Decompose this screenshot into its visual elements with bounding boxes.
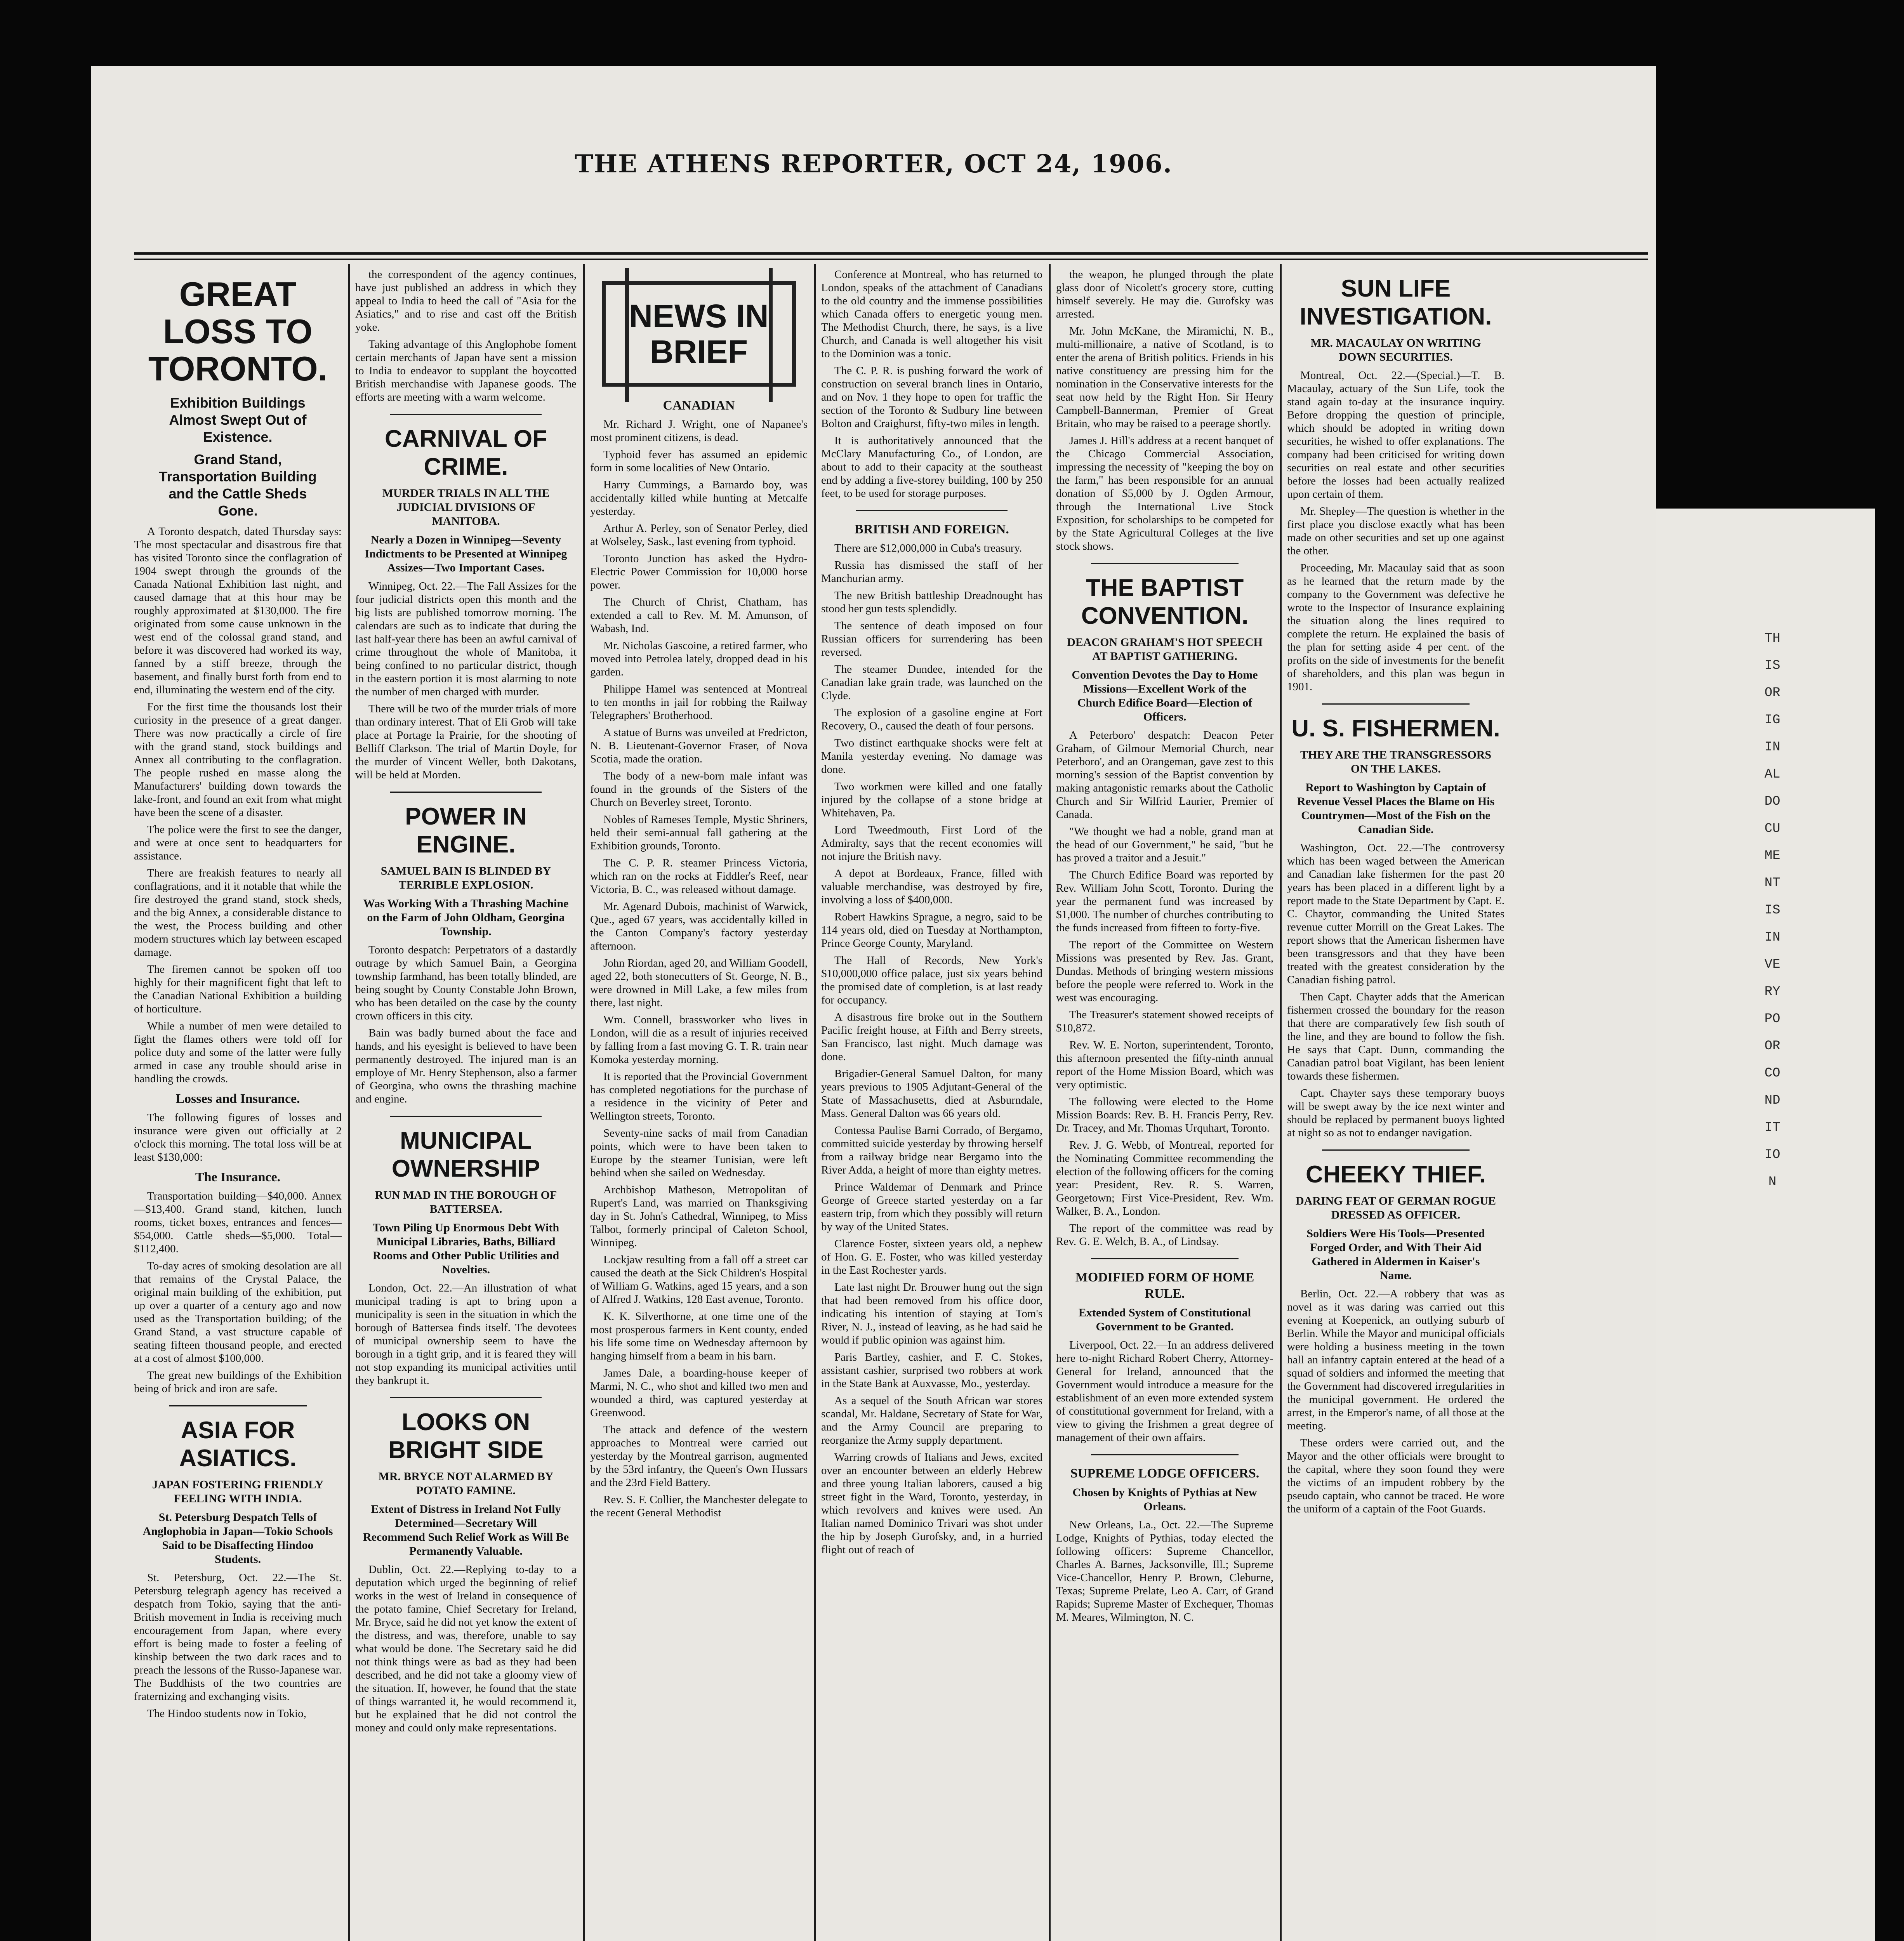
brief-item: Russia has dismissed the staff of her Manchurian army. — [821, 559, 1042, 585]
article-separator — [1091, 1258, 1239, 1259]
deck: DARING FEAT OF GERMAN ROGUE DRESSED AS OFFICER. — [1295, 1194, 1496, 1221]
column-2 — [355, 268, 577, 1941]
article-separator — [1322, 1149, 1470, 1151]
article-paragraph: The great new buildings of the Exhibition being of brick and iron are safe. — [134, 1369, 342, 1395]
masthead-rule-thin — [134, 259, 1648, 260]
headline-sun-life: SUN LIFE INVESTIGATION. — [1299, 275, 1492, 330]
deck: RUN MAD IN THE BOROUGH OF BATTERSEA. — [375, 1189, 557, 1215]
condition-note-slip — [1656, 509, 1875, 1941]
deck: Was Working With a Thrashing Machine on the Farm of John Oldham, Georgina Township. — [363, 897, 569, 938]
masthead-rule — [134, 252, 1648, 255]
deck: DEACON GRAHAM'S HOT SPEECH AT BAPTIST GATHERING. — [1067, 636, 1263, 663]
article-paragraph: St. Petersburg, Oct. 22.—The St. Petersburg telegraph agency has received a despatch from Tokio, saying that the anti-British movement in India is receiving much encouragement from Japan, where every effort is being made to foster a feeling of kinship between the two dark races and to preach the lessons of the Russo-Japanese war. The Buddhists of the two countries are fraternizing and exchanging visits. — [134, 1571, 342, 1703]
article-paragraph: Dublin, Oct. 22.—Replying to-day to a deputation which urged the beginning of relief works in the west of Ireland in consequence of the potato famine, Chief Secretary for Ireland, Mr. Bryce, said he did not yet know the extent of the distress, and was, therefore, unable to say what would be done. The Secretary said he did not think things were as bad as they had been described, and he did not take a gloomy view of the situation. If, however, he found that the state of things warranted it, he would recommend it, but he explained that he did not control the money and could only make representations. — [355, 1563, 577, 1734]
brief-item: K. K. Silverthorne, at one time one of the most prosperous farmers in Kent county, ended his life some time on Wednesday afternoon by hanging himself from a beam in his barn. — [590, 1310, 808, 1362]
article-separator — [1091, 563, 1239, 564]
headline-us-fishermen: U. S. FISHERMEN. — [1291, 715, 1500, 742]
headline-asia-for-asiatics: ASIA FOR ASIATICS. — [179, 1417, 297, 1472]
subhead: The Insurance. — [195, 1170, 281, 1184]
brief-item: Mr. Agenard Dubois, machinist of Warwick, Que., aged 67 years, was accidentally killed in the Canton Company's factory yesterday afternoon. — [590, 900, 808, 952]
article-paragraph: Proceeding, Mr. Macaulay said that as soon as he learned that the return made by the company to the Government was defective he wrote to the Inspector of Insurance explaining the situation along the lines required to complete the return. He explained the basis of the plan for setting aside 4 per cent. of the profits on the side of investments for the benefit of shareholders, and this plan was begun in 1901. — [1287, 562, 1504, 693]
headline-baptist-convention: THE BAPTIST CONVENTION. — [1081, 575, 1249, 629]
brief-item: The Church of Christ, Chatham, has extended a call to Rev. M. M. Amunson, of Wabash, Ind. — [590, 596, 808, 635]
deck: St. Petersburg Despatch Tells of Anglophobia in Japan—Tokio Schools Said to be Disaffecting Hindoo Students. — [142, 1511, 333, 1566]
article-paragraph: Washington, Oct. 22.—The controversy which has been waged between the American and Canadian lake fishermen for the past 20 years has been placed in a different light by a report made to the State Department by Capt. E. C. Chaytor, commanding the United States revenue cutter Morrill on the Great Lakes. The report shows that the American fishermen have been transgressors and that they have been treated with the greatest consideration by the Canadian fishing patrol. — [1287, 842, 1504, 986]
article-paragraph: New Orleans, La., Oct. 22.—The Supreme Lodge, Knights of Pythias, today elected the following officers: Supreme Chancellor, Charles A. Barnes, Jacksonville, Ill.; Supreme Vice-Chancellor, Henry P. Brown, Cleburne, Texas; Supreme Prelate, Leo A. Carr, of Grand Rapids; Supreme Master of Exchequer, Thomas M. Meares, Wilmington, N. C. — [1056, 1519, 1273, 1623]
headline-power-in-engine: POWER IN ENGINE. — [405, 803, 527, 858]
brief-item: Late last night Dr. Brouwer hung out the sign that had been removed from his office door, indicating his intention of staying at Tom's River, N. J., instead of leaving, as he had said he would if public opinion was against him. — [821, 1281, 1042, 1346]
column-divider — [1049, 264, 1051, 1941]
article-paragraph: London, Oct. 22.—An illustration of what municipal trading is apt to bring upon a municipality is seen in the situation in which the borough of Battersea finds itself. The devotees of municipal ownership seem to have the borough in a tight grip, and it is feared they will not stop expanding its municipal activities until they bankrupt it. — [355, 1282, 577, 1387]
deck: Soldiers Were His Tools—Presented Forged Order, and With Their Aid Gathered in Aldermen in Kaiser's Name. — [1306, 1227, 1485, 1282]
column-divider — [348, 264, 350, 1941]
deck: JAPAN FOSTERING FRIENDLY FEELING WITH INDIA. — [152, 1478, 324, 1505]
brief-item: Two distinct earthquake shocks were felt at Manila yesterday evening. No damage was done. — [821, 737, 1042, 776]
subhead: Losses and Insurance. — [175, 1092, 300, 1106]
deck: Chosen by Knights of Pythias at New Orleans. — [1072, 1486, 1257, 1513]
brief-item: Lockjaw resulting from a fall off a street car caused the death at the Sick Children's Hospital of William G. Watkins, aged 15 years, and a son of Alfred J. Watkins, 128 East avenue, Toronto. — [590, 1253, 808, 1306]
brief-item: The attack and defence of the western approaches to Montreal were carried out yesterday by the Montreal garrison, augmented by the 53rd infantry, the Queen's Own Hussars and the 23rd Field Battery. — [590, 1424, 808, 1489]
article-paragraph: the weapon, he plunged through the plate glass door of Nicolett's grocery store, cutting himself severely. He may die. Gurofsky was arrested. — [1056, 268, 1273, 320]
column-divider — [1280, 264, 1282, 1941]
deck: Exhibition Buildings Almost Swept Out of Existence. — [169, 395, 307, 445]
column-4 — [821, 268, 1042, 1941]
brief-item: The new British battleship Dreadnought has stood her gun tests splendidly. — [821, 589, 1042, 615]
brief-item: A statue of Burns was unveiled at Fredricton, N. B. Lieutenant-Governor Fraser, of Nova Scotia, made the oration. — [590, 726, 808, 765]
brief-item: Toronto Junction has asked the Hydro-Electric Power Commission for 10,000 horse power. — [590, 552, 808, 591]
headline-home-rule: MODIFIED FORM OF HOME RULE. — [1075, 1270, 1254, 1301]
masthead: THE ATHENS REPORTER, OCT 24, 1906. — [575, 149, 1173, 179]
article-paragraph: There will be two of the murder trials of more than ordinary interest. That of Eli Grob will take place at Portage la Prairie, for the shooting of Belliff Clarkson. The trial of Martin Doyle, for the murder of Vincent Weller, both Dakotans, will be held at Morden. — [355, 703, 577, 781]
brief-item: Two workmen were killed and one fatally injured by the collapse of a stone bridge at Whitehaven, Pa. — [821, 780, 1042, 819]
article-paragraph: The following figures of losses and insurance were given out officially at 2 o'clock this morning. The total loss will be at least $130,000: — [134, 1111, 342, 1163]
column-1 — [134, 268, 342, 1941]
article-paragraph: Transportation building—$40,000. Annex—$13,400. Grand stand, kitchen, lunch rooms, ticket boxes, entrances and fences—$54,000. Cattle sheds—$5,000. Total—$112,400. — [134, 1190, 342, 1255]
brief-item: Clarence Foster, sixteen years old, a nephew of Hon. G. E. Foster, who was killed yesterday in the East Rochester yards. — [821, 1238, 1042, 1276]
brief-item: The C. P. R. steamer Princess Victoria, which ran on the rocks at Fiddler's Reef, near Victoria, B. C., was released without damage. — [590, 857, 808, 896]
headline-municipal-ownership: MUNICIPAL OWNERSHIP — [391, 1127, 540, 1182]
brief-item: James Dale, a boarding-house keeper of Marmi, N. C., who shot and killed two men and wounded a third, was captured yesterday at Greenwood. — [590, 1367, 808, 1419]
headline-carnival-of-crime: CARNIVAL OF CRIME. — [385, 425, 547, 480]
brief-item: A depot at Bordeaux, France, filled with valuable merchandise, was destroyed by fire, involving a loss of $400,000. — [821, 867, 1042, 906]
article-paragraph: Liverpool, Oct. 22.—In an address delivered here to-night Richard Robert Cherry, Attorney-General for Ireland, announced that the Government would introduce a measure for the establishment of an even more extended system of constitutional government for Ireland, with a view to giving the Irishmen a great degree of management of their own affairs. — [1056, 1339, 1273, 1444]
article-paragraph: The Church Edifice Board was reported by Rev. William John Scott, Toronto. During the year the permanent fund was increased by $1,000. The number of churches contributing to the funds increased from fifteen to forty-five. — [1056, 869, 1273, 934]
article-paragraph: A Toronto despatch, dated Thursday says: The most spectacular and disastrous fire that has visited Toronto since the conflagration of 1904 swept through the grounds of the Canada National Exhibition last night, and caused damage that at this hour may be roughly approximated at $130,000. The fire originated from some cause unknown in the west end of the colossal grand stand, and before it was discovered had worked its way, fanned by a stiff breeze, through the basement, and finally burst forth from end to end, illuminating the western end of the city. — [134, 525, 342, 696]
headline-supreme-lodge: SUPREME LODGE OFFICERS. — [1070, 1466, 1259, 1481]
brief-item: It is reported that the Provincial Government has completed negotiations for the purchase of a residence in the vicinity of Peter and Wellington streets, Toronto. — [590, 1070, 808, 1122]
news-in-brief-title: NEWS IN BRIEF — [629, 298, 769, 370]
article-separator — [1091, 1454, 1239, 1455]
brief-item: Contessa Paulise Barni Corrado, of Bergamo, committed suicide yesterday by throwing herself from a railway bridge near Bergamo into the River Adda, a height of more than eighty metres. — [821, 1124, 1042, 1176]
article-paragraph: Taking advantage of this Anglophobe foment certain merchants of Japan have sent a mission to India to endeavor to supplant the boycotted British merchandise with Japanese goods. The efforts are meeting with a warm welcome. — [355, 338, 577, 403]
article-paragraph: The firemen cannot be spoken off too highly for their magnificent fight that left to the Canadian National Exhibition a building of horticulture. — [134, 963, 342, 1015]
subhead: BRITISH AND FOREIGN. — [855, 522, 1009, 536]
headline-looks-on-bright-side: LOOKS ON BRIGHT SIDE — [388, 1409, 544, 1464]
brief-item: The sentence of death imposed on four Russian officers for surrendering has been reversed. — [821, 620, 1042, 658]
article-paragraph: Then Capt. Chayter adds that the American fishermen crossed the boundary for the reason that there are comparatively few fish south of the line, and they are bound to follow the fish. He says that Capt. Dunn, commanding the Canadian patrol boat Vigilant, has been lenient towards these fishermen. — [1287, 991, 1504, 1082]
article-separator — [390, 1397, 542, 1398]
article-paragraph: The Treasurer's statement showed receipts of $10,872. — [1056, 1009, 1273, 1034]
article-paragraph: A Peterboro' despatch: Deacon Peter Graham, of Gilmour Memorial Church, near Peterboro', and an Orangeman, gave zest to this morning's session of the Baptist convention by making antagonistic remarks about the Catholic Church and Sir Wilfrid Laurier, Premier of Canada. — [1056, 729, 1273, 821]
brief-item: Mr. Nicholas Gascoine, a retired farmer, who moved into Petrolea lately, dropped dead in his garden. — [590, 639, 808, 678]
article-separator — [169, 1405, 307, 1406]
subhead: CANADIAN — [663, 398, 735, 413]
headline-great-loss: GREAT LOSS TO TORONTO. — [148, 275, 328, 388]
brief-item: The body of a new-born male infant was found in the grounds of the Sisters of the Church on Beverley street, Toronto. — [590, 770, 808, 809]
article-paragraph: The police were the first to see the danger, and were at once sent to headquarters for assistance. — [134, 823, 342, 862]
article-paragraph: Capt. Chayter says these temporary buoys will be swept away by the ice next winter and should be replaced by permanent buoys lighted at night so as not to endanger navigation. — [1287, 1087, 1504, 1139]
news-in-brief-box — [602, 281, 796, 387]
brief-item: A disastrous fire broke out in the Southern Pacific freight house, at Fifth and Berry streets, San Francisco, last night. Much damage was done. — [821, 1011, 1042, 1063]
article-paragraph: "We thought we had a noble, grand man at the head of our Government," he said, "but he has proved a traitor and a Jesuit." — [1056, 825, 1273, 864]
brief-item: There are $12,000,000 in Cuba's treasury. — [834, 542, 1022, 554]
brief-item: Nobles of Rameses Temple, Mystic Shriners, held their semi-annual fall gathering at the Exhibition grounds, Toronto. — [590, 813, 808, 852]
brief-item: Robert Hawkins Sprague, a negro, said to be 114 years old, died on Tuesday at Northampton, Prince George County, Maryland. — [821, 911, 1042, 950]
column-5 — [1056, 268, 1273, 1941]
article-paragraph: Montreal, Oct. 22.—(Special.)—T. B. Macaulay, actuary of the Sun Life, took the stand again to-day at the insurance inquiry. Before dropping the question of principle, which should be adopted in writing down securities, he wished to offer explanations. The company had been criticised for writing down securities on real estate and other securities before the losses had been actually realized upon certain of them. — [1287, 369, 1504, 500]
brief-item: Brigadier-General Samuel Dalton, for many years previous to 1905 Adjutant-General of the State of Massachusetts, died at Asburndale, Mass. General Dalton was 66 years old. — [821, 1068, 1042, 1120]
article-paragraph: The following were elected to the Home Mission Boards: Rev. B. H. Francis Perry, Rev. Dr. Tracey, and Mr. Thomas Urquhart, Toronto. — [1056, 1096, 1273, 1134]
brief-item: Harry Cummings, a Barnardo boy, was accidentally killed while hunting at Metcalfe yesterday. — [590, 479, 808, 517]
brief-item: Conference at Montreal, who has returned to London, speaks of the attachment of Canadians to the old country and the immense possibilities which Canada offers to energetic young men. The Methodist Church, there, he says, is a live Church, and Canada is well altogether his visit to the Dominion was a tonic. — [821, 268, 1042, 360]
deck: SAMUEL BAIN IS BLINDED BY TERRIBLE EXPLOSION. — [380, 865, 551, 891]
brief-item: The steamer Dundee, intended for the Canadian lake grain trade, was launched on the Clyde. — [821, 663, 1042, 702]
deck: Grand Stand, Transportation Building and the Cattle Sheds Gone. — [159, 451, 317, 519]
brief-item: Typhoid fever has assumed an epidemic form in some localities of New Ontario. — [590, 448, 808, 474]
article-paragraph: James J. Hill's address at a recent banquet of the Chicago Commercial Association, impressing the necessity of "keeping the boy on the farm," has been responsible for an annual donation of $5,000 by J. Ogden Armour, through the International Live Stock Exposition, for scholarships to be competed for by the State Agricultural Colleges at the live stock shows. — [1056, 434, 1273, 552]
deck: Convention Devotes the Day to Home Missions—Excellent Work of the Church Edifice Board—Election of Officers. — [1072, 668, 1258, 723]
article-paragraph: the correspondent of the agency continues, have just published an address in which they appeal to India to heed the call of "Asia for the Asiatics," and to rise and cast off the British yoke. — [355, 268, 577, 333]
brief-item: As a sequel of the South African war stores scandal, Mr. Haldane, Secretary of State for War, and the Army Council are preparing to reorganize the Army supply department. — [821, 1394, 1042, 1446]
column-divider — [583, 264, 585, 1941]
article-paragraph: To-day acres of smoking desolation are all that remains of the Crystal Palace, the original main building of the exhibition, put up over a quarter of a century ago and now used as the Transportation building; of the Grand Stand, a vast structure capable of seating fifteen thousand people, and erected at a cost of almost $100,000. — [134, 1260, 342, 1365]
article-paragraph: While a number of men were detailed to fight the flames others were told off for police duty and some of the latter were fully armed in case any trouble should arise in handling the crowds. — [134, 1020, 342, 1085]
brief-item: Warring crowds of Italians and Jews, excited over an encounter between an elderly Hebrew and three young Italian laborers, caused a big street fight in the Ward, Toronto, yesterday, in which revolvers and knives were used. An Italian named Dominico Trivari was shot under the hip by Joseph Gurofsky, and, in a hurried flight out of reach of — [821, 1451, 1042, 1556]
brief-item: Prince Waldemar of Denmark and Prince George of Greece started yesterday on a far eastern trip, from which they possibly will return by way of the United States. — [821, 1181, 1042, 1233]
article-paragraph: The report of the committee was read by Rev. G. E. Welch, B. A., of Lindsay. — [1056, 1222, 1273, 1248]
deck: Report to Washington by Captain of Revenue Vessel Places the Blame on His Countrymen—Most of the Fish on the Canadian Side. — [1297, 781, 1495, 836]
column-3 — [590, 268, 808, 1941]
brief-item: The Hall of Records, New York's $10,000,000 office palace, just six years behind the promised date of completion, is at last ready for occupancy. — [821, 954, 1042, 1006]
brief-item: The explosion of a gasoline engine at Fort Recovery, O., caused the death of four persons. — [821, 707, 1042, 732]
article-paragraph: Rev. J. G. Webb, of Montreal, reported for the Nominating Committee recommending the election of the following officers for the coming year: President, Rev. R. S. Warren, Georgetown; First Vice-President, Rev. Wm. Walker, B. A., London. — [1056, 1139, 1273, 1217]
deck: MR. BRYCE NOT ALARMED BY POTATO FAMINE. — [378, 1470, 554, 1497]
column-divider — [814, 264, 816, 1941]
brief-item: It is authoritatively announced that the McClary Manufacturing Co., of London, are about to add to their capacity at the southeast end by adding a five-storey building, 100 by 250 feet, to be used for storage purposes. — [821, 434, 1042, 500]
brief-item: Lord Tweedmouth, First Lord of the Admiralty, says that the recent economies will not injure the British navy. — [821, 824, 1042, 863]
brief-item: Archbishop Matheson, Metropolitan of Rupert's Land, was married on Thanksgiving day in St. John's Cathedral, Winnipeg, to Miss Talbot, formerly principal of Caleton School, Winnipeg. — [590, 1184, 808, 1249]
deck: THEY ARE THE TRANSGRESSORS ON THE LAKES. — [1300, 748, 1492, 775]
brief-item: Arthur A. Perley, son of Senator Perley, died at Wolseley, Sask., last evening from typhoid. — [590, 522, 808, 548]
article-separator — [1322, 703, 1470, 705]
brief-item: Mr. Richard J. Wright, one of Napanee's most prominent citizens, is dead. — [590, 418, 808, 444]
article-paragraph: Rev. W. E. Norton, superintendent, Toronto, this afternoon presented the fifty-ninth annual report of the Home Mission Board, which was very optimistic. — [1056, 1039, 1273, 1091]
brief-item: Paris Bartley, cashier, and F. C. Stokes, assistant cashier, surprised two robbers at work in the State Bank at Auxvasse, Mo., yesterday. — [821, 1351, 1042, 1390]
article-paragraph: The Hindoo students now in Tokio, — [147, 1707, 306, 1720]
brief-item: John Riordan, aged 20, and William Goodell, aged 22, both stonecutters of St. George, N. B., were drowned in Mill Lake, a few miles from there, last night. — [590, 957, 808, 1009]
deck: MURDER TRIALS IN ALL THE JUDICIAL DIVISIONS OF MANITOBA. — [382, 487, 550, 528]
article-separator — [390, 792, 542, 793]
article-paragraph: Bain was badly burned about the face and hands, and his eyesight is believed to have been permanently destroyed. The injured man is an employe of Mr. Henry Stephenson, also a farmer of Georgina, who owns the thrashing machine and engine. — [355, 1027, 577, 1105]
deck: Extended System of Constitutional Government to be Granted. — [1078, 1306, 1251, 1333]
brief-item: Wm. Connell, brassworker who lives in London, will die as a result of injuries received by falling from a fast moving G. T. R. train near Komoka yesterday morning. — [590, 1014, 808, 1066]
article-paragraph: Winnipeg, Oct. 22.—The Fall Assizes for the four judicial districts open this month and the big lists are published tomorrow morning. The calendars are such as to indicate that during the last half-year there has been an awful carnival of crime throughout the whole of Manitoba, it being confined to no particular district, though in the eastern portion it is most alarming to note the number of men charged with murder. — [355, 580, 577, 698]
article-paragraph: Toronto despatch: Perpetrators of a dastardly outrage by which Samuel Bain, a Georgina township farmhand, has been totally blinded, are being sought by County Constable John Brown, who has been detailed on the case by the county crown officers in this city. — [355, 944, 577, 1022]
article-separator — [390, 1116, 542, 1117]
deck: Town Piling Up Enormous Debt With Municipal Libraries, Baths, Billiard Rooms and Other Public Utilities and Novelties. — [372, 1221, 559, 1276]
article-paragraph: For the first time the thousands lost their curiosity in the presence of a great danger. There was now practically a circle of fire with the grand stand, stock buildings and Annex all contributing to the conflagration. The people rushed en masse along the Manufacturers' building down towards the lake-front, and found an exit from what might have been the scene of a disaster. — [134, 701, 342, 819]
brief-item: Rev. S. F. Collier, the Manchester delegate to the recent General Methodist — [590, 1493, 808, 1519]
article-paragraph: There are freakish features to nearly all conflagrations, and it it notable that while the fire destroyed the grand stand, stock sheds, and the big Annex, a considerable distance to the west, the Process building and other modern structures which lay between escaped damage. — [134, 867, 342, 958]
poor-condition-note: THIS ORIGINAL DOCUMENT IS IN VERY POOR CONDITION — [1764, 631, 1781, 1189]
article-paragraph: These orders were carried out, and the Mayor and the other officials were brought to the capital, where they soon found they were the victims of an impudent robbery by the pseudo captain, who cannot be traced. He wore the uniform of a captain of the Foot Guards. — [1287, 1437, 1504, 1515]
brief-item: Seventy-nine sacks of mail from Canadian points, which were to have been taken to Europe by the steamer Tunisian, were left behind when she sailed on Wednesday. — [590, 1127, 808, 1179]
deck: Nearly a Dozen in Winnipeg—Seventy Indictments to be Presented at Winnipeg Assizes—Two Important Cases. — [365, 533, 567, 574]
deck: Extent of Distress in Ireland Not Fully Determined—Secretary Will Recommend Such Relief Work as Will Be Permanently Valuable. — [363, 1503, 569, 1557]
article-paragraph: Mr. Shepley—The question is whether in the first place you disclose exactly what has been made on other securities and set up one against the other. — [1287, 505, 1504, 557]
headline-cheeky-thief: CHEEKY THIEF. — [1306, 1161, 1486, 1188]
article-paragraph: Mr. John McKane, the Miramichi, N. B., multi-millionaire, a native of Scotland, is to enter the arena of British politics. Friends in his native constituency are pressing him for the nomination in the Conservative interests for the seat now held by the Right Hon. Sir Henry Campbell-Bannerman, Premier of Great Britain, who may be raised to a peerage shortly. — [1056, 325, 1273, 430]
article-separator — [390, 414, 542, 415]
article-paragraph: The report of the Committee on Western Missions was presented by Rev. Jas. Grant, Dundas. Methods of bringing western missions before the people were referred to. Work in the west was encouraging. — [1056, 939, 1273, 1004]
brief-item: Philippe Hamel was sentenced at Montreal to ten months in jail for robbing the Railway Telegraphers' Brotherhood. — [590, 683, 808, 722]
brief-item: The C. P. R. is pushing forward the work of construction on several branch lines in Ontario, and on Nov. 1 they hope to open for traffic the section of the Toronto & Sudbury line between Bolton and Craighurst, fifty-two miles in length. — [821, 365, 1042, 430]
newspaper-page — [91, 66, 1656, 1941]
column-6 — [1287, 268, 1504, 1941]
article-separator — [856, 510, 1008, 511]
article-paragraph: Berlin, Oct. 22.—A robbery that was as novel as it was daring was carried out this evening at Koepenick, an outlying suburb of Berlin. While the Mayor and municipal officials were holding a business meeting in the town hall an infantry captain entered at the head of a squad of soldiers and informed the meeting that the Government had discovered irregularities in the municipal government. He ordered the arrest, in the Emperor's name, of all those at the meeting. — [1287, 1288, 1504, 1432]
deck: MR. MACAULAY ON WRITING DOWN SECURITIES. — [1310, 337, 1481, 363]
